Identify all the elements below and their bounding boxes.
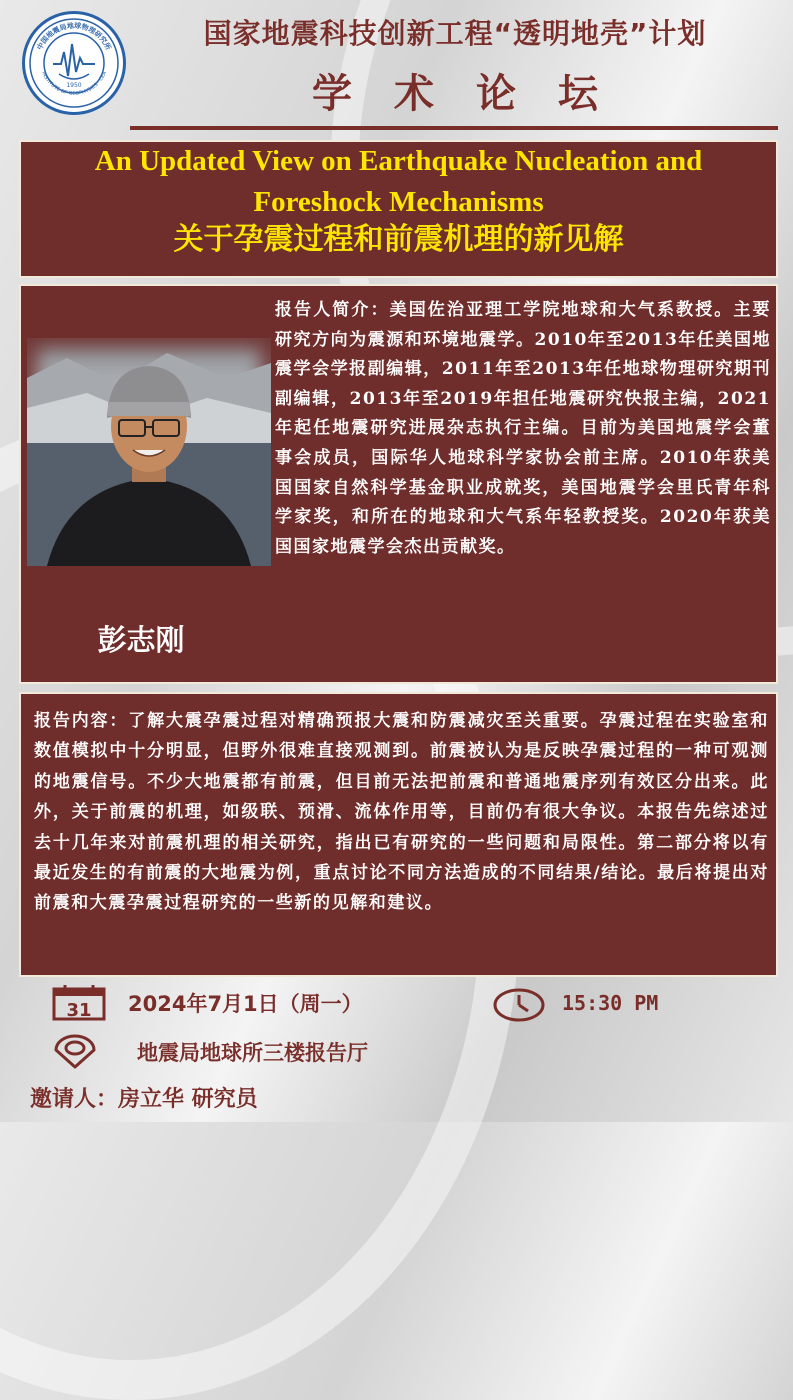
talk-title-zh: 关于孕震过程和前震机理的新见解 [173, 222, 624, 257]
event-venue: 地震局地球所三楼报告厅 [137, 1041, 368, 1065]
speaker-photo [27, 338, 271, 566]
logo-text-top: 中国地震局地球物理研究所 [35, 21, 113, 52]
event-time: 15:30 PM [562, 991, 659, 1015]
event-date: 2024年7月1日（周一） [128, 992, 363, 1016]
abstract-panel [19, 692, 778, 977]
speaker-bio: 报告人简介：美国佐治亚理工学院地球和大气系教授。主要研究方向为震源和环境地震学。2010年至2013年任美国地震学会学报副编辑，2011年至2013年任地球物理研究期刊副编辑，2013年至2019年担任地震研究快报主编，2021年起任地震研究进展杂志执行主编。目前为美国地震学会董事会成员，国际华人地球科学家协会前主席。2010年获美国国家自然科学基金职业成就奖，美国地震学会里氏青年科学家奖，和所在的地球和大气系年轻教授奖。2020年获美国国家地震学会杰出贡献奖。 [275, 300, 771, 557]
svg-text:中国地震局地球物理研究所 [35, 21, 113, 51]
logo-year: 1950 [66, 82, 82, 89]
logo-text-bottom: INSTITUTE OF GEOPHYSICS · CEA [40, 70, 108, 97]
event-host: 邀请人：房立华 研究员 [30, 1087, 258, 1112]
talk-title-en-line2: Foreshock Mechanisms [253, 186, 544, 218]
header-divider [130, 126, 778, 130]
program-title: 国家地震科技创新工程“透明地壳”计划 [203, 17, 707, 50]
speaker-name: 彭志刚 [97, 623, 185, 657]
institute-logo [22, 11, 126, 115]
clock-icon [492, 988, 546, 1022]
calendar-icon [52, 985, 106, 1021]
calendar-day: 31 [66, 1000, 92, 1021]
speaker-bio-panel [19, 284, 778, 684]
talk-title-en-line1: An Updated View on Earthquake Nucleation and [94, 145, 703, 177]
location-pin-icon [50, 1033, 100, 1069]
talk-title-panel [19, 140, 778, 278]
abstract-text: 报告内容：了解大震孕震过程对精确预报大震和防震减灾至关重要。孕震过程在实验室和数值模拟中十分明显，但野外很难直接观测到。前震被认为是反映孕震过程的一种可观测的地震信号。不少大地震都有前震，但目前无法把前震和普通地震序列有效区分出来。此外，关于前震的机理，如级联、预滑、流体作用等，目前仍有很大争议。本报告先综述过去十几年来对前震机理的相关研究，指出已有研究的一些问题和局限性。第二部分将以有最近发生的有前震的大地震为例，重点讨论不同方法造成的不同结果/结论。最后将提出对前震和大震孕震过程研究的一些新的见解和建议。 [34, 711, 769, 914]
forum-title: 学术论坛 [312, 71, 640, 117]
